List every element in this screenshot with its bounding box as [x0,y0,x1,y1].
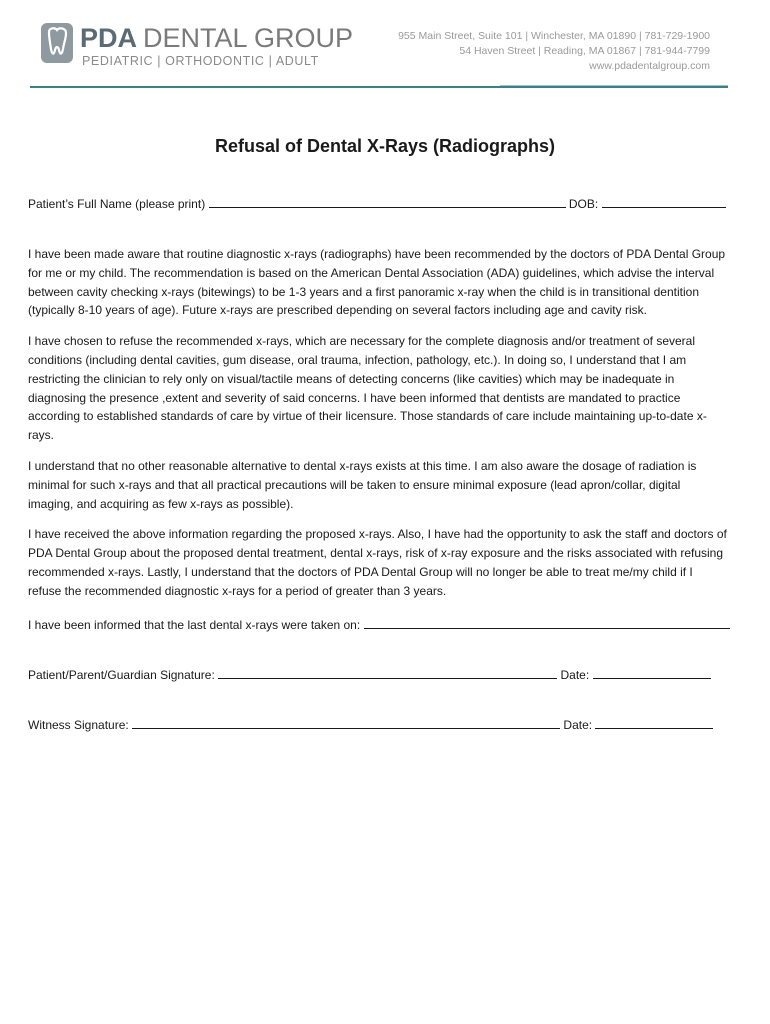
header-divider-accent [500,85,728,86]
last-xray-label: I have been informed that the last dental x-rays were taken on: [28,618,361,632]
tooth-icon [40,22,80,66]
witness-date-field[interactable] [595,717,713,729]
logo-brand: PDA [80,23,138,53]
consent-text [28,245,728,613]
patient-name-label: Patient’s Full Name (please print) [28,197,206,211]
form-title: Refusal of Dental X-Rays (Radiographs) [214,136,556,156]
patient-name-field[interactable] [209,196,566,208]
dob-field[interactable] [602,196,726,208]
witness-signature-row [28,717,713,732]
logo-name: DENTAL GROUP [143,23,354,53]
patient-signature-label: Patient/Parent/Guardian Signature: [28,668,215,682]
dob-label: DOB: [568,197,599,211]
last-xray-row [28,617,730,632]
witness-date-label: Date: [563,718,593,732]
header-divider [30,86,728,88]
letterhead [0,0,770,92]
patient-info-row [28,196,726,211]
contact-reading: 54 Haven Street | Reading, MA 01867 | 781-944-7799 [459,45,710,57]
paragraph-refusal: I have chosen to refuse the recommended x-rays, which are necessary for the complete diagnosis and/or treatment of several conditions (including dental cavities, gum disease, oral trauma, infection, pathology, etc.). In doing so, I understand that I am restricting the clinician to rely only on visual/tactile means of detecting concerns (like cavities) which may be inadequate in diagnosing the presence ,extent and severity of said concerns. I have been informed that dentists are mandated to practice according to established standards of care by virtue of their licensure. Those standards of care include maintaining up-to-date x-rays. [28,334,707,443]
logo-wordmark [80,22,353,54]
contact-website: www.pdadentalgroup.com [589,60,710,72]
pda-logo [40,22,354,74]
logo-tagline: PEDIATRIC | ORTHODONTIC | ADULT [82,54,319,68]
paragraph-recommendation: I have been made aware that routine diagnostic x-rays (radiographs) have been recommended by the doctors of PDA Dental Group for me or my child. The recommendation is based on the American Dental Association (ADA) guidelines, which advise the interval between cavity checking x-rays (bitewings) to be 1-3 years and a first panoramic x-ray when the child is in transitional dentition (typically 8-10 years of age). Future x-rays are prescribed depending on several factors including age and cavity risk. [28,247,726,318]
paragraph-alternatives: I understand that no other reasonable alternative to dental x-rays exists at this time. I am also aware the dosage of radiation is minimal for such x-rays and that all practical precautions will be taken to ensure minimal exposure (lead apron/collar, digital imaging, and acquiring as few x-rays as possible). [28,458,697,511]
patient-signature-field[interactable] [218,667,557,679]
contact-winchester: 955 Main Street, Suite 101 | Winchester, MA 01890 | 781-729-1900 [398,30,710,42]
last-xray-date-field[interactable] [364,617,730,629]
paragraph-acknowledgement: I have received the above information regarding the proposed x-rays. Also, I have had the opportunity to ask the staff and doctors of PDA Dental Group about the proposed dental treatment, dental x-rays, risk of x-ray exposure and the risks associated with refusing recommended x-rays. Lastly, I understand that the doctors of PDA Dental Group will no longer be able to treat me/my child if I refuse the recommended diagnostic x-rays for a period of greater than 3 years. [28,527,727,598]
patient-date-label: Date: [560,668,590,682]
witness-signature-field[interactable] [132,717,560,729]
patient-date-field[interactable] [593,667,711,679]
contact-info [398,29,710,74]
patient-signature-row [28,667,711,682]
witness-signature-label: Witness Signature: [28,718,129,732]
